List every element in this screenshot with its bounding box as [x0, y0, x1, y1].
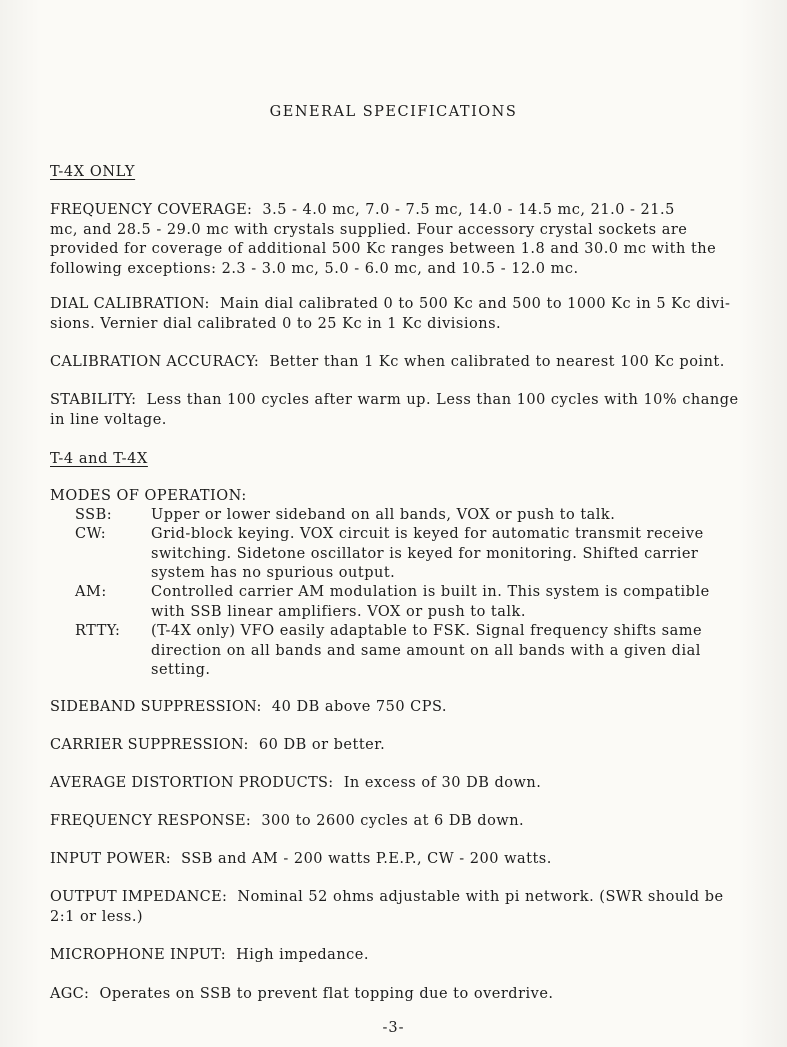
mode-text-line: (T-4X only) VFO easily adaptable to FSK. Signal frequency shifts same	[151, 623, 703, 639]
spec-text-line: following exceptions: 2.3 - 3.0 mc, 5.0 - 6.0 mc, and 10.5 - 12.0 mc.	[50, 260, 579, 277]
frequency-response-spec	[50, 812, 765, 832]
spec-text: Better than 1 Kc when calibrated to nearest 100 Kc point.	[269, 354, 725, 370]
mode-description	[151, 622, 751, 681]
page-title: GENERAL SPECIFICATIONS	[269, 104, 518, 120]
mode-text-line: with SSB linear amplifiers. VOX or push to talk.	[151, 603, 526, 620]
spec-text-line: mc, and 28.5 - 29.0 mc with crystals supplied. Four accessory crystal sockets are	[50, 221, 688, 238]
spec-label: MICROPHONE INPUT:	[50, 947, 226, 963]
spec-text-line: Main dial calibrated 0 to 500 Kc and 500 to 1000 Kc in 5 Kc divi-	[219, 296, 731, 312]
section-heading-t4x-only: T-4X ONLY	[50, 164, 136, 180]
spec-text: In excess of 30 DB down.	[343, 775, 542, 791]
spec-text: 60 DB or better.	[258, 737, 386, 753]
mode-text-line: Grid-block keying. VOX circuit is keyed for automatic transmit receive	[151, 526, 704, 542]
spec-text-line: sions. Vernier dial calibrated 0 to 25 Kc in 1 Kc divisions.	[50, 315, 502, 332]
spec-text: 300 to 2600 cycles at 6 DB down.	[261, 813, 525, 829]
agc-spec	[50, 985, 765, 1005]
mode-text-line: Upper or lower sideband on all bands, VOX or push to talk.	[151, 507, 616, 523]
calibration-accuracy-spec	[50, 353, 765, 373]
carrier-suppression-spec	[50, 736, 765, 756]
spec-label: CARRIER SUPPRESSION:	[50, 737, 249, 753]
mode-name: SSB:	[75, 507, 113, 523]
distortion-spec	[50, 774, 765, 794]
spec-label: DIAL CALIBRATION:	[50, 296, 210, 312]
spec-text-line: in line voltage.	[50, 411, 167, 428]
spec-label: FREQUENCY COVERAGE:	[50, 202, 253, 218]
mode-name: CW:	[75, 526, 107, 542]
section-heading-t4-and-t4x: T-4 and T-4X	[50, 451, 148, 467]
output-impedance-spec	[50, 888, 765, 927]
spec-text-line: 3.5 - 4.0 mc, 7.0 - 7.5 mc, 14.0 - 14.5 mc, 21.0 - 21.5	[262, 202, 675, 218]
mode-description	[151, 525, 751, 584]
spec-label: OUTPUT IMPEDANCE:	[50, 889, 228, 905]
spec-label: SIDEBAND SUPPRESSION:	[50, 699, 262, 715]
microphone-input-spec	[50, 946, 765, 966]
input-power-spec	[50, 850, 765, 870]
spec-text: High impedance.	[236, 947, 369, 963]
spec-text: Operates on SSB to prevent flat topping due to overdrive.	[99, 986, 554, 1002]
spec-label: STABILITY:	[50, 392, 137, 408]
spec-label: FREQUENCY RESPONSE:	[50, 813, 252, 829]
spec-text: SSB and AM - 200 watts P.E.P., CW - 200 watts.	[181, 851, 552, 867]
spec-text: 40 DB above 750 CPS.	[271, 699, 448, 715]
stability-spec	[50, 391, 765, 430]
mode-text-line: Controlled carrier AM modulation is built in. This system is compatible	[151, 584, 710, 600]
frequency-coverage-spec	[50, 201, 765, 279]
mode-name: AM:	[75, 584, 107, 600]
mode-text-line: system has no spurious output.	[151, 565, 396, 581]
dial-calibration-spec	[50, 295, 765, 334]
mode-text-line: direction on all bands and same amount on all bands with a given dial	[151, 642, 701, 659]
modes-of-operation-label: MODES OF OPERATION:	[50, 488, 247, 504]
spec-label: INPUT POWER:	[50, 851, 171, 867]
mode-text-line: setting.	[151, 662, 211, 678]
mode-name: RTTY:	[75, 623, 121, 639]
sideband-suppression-spec	[50, 698, 765, 718]
spec-label: CALIBRATION ACCURACY:	[50, 354, 260, 370]
spec-text-line: provided for coverage of additional 500 Kc ranges between 1.8 and 30.0 mc with the	[50, 241, 717, 257]
spec-text-line: 2:1 or less.)	[50, 908, 144, 925]
mode-description	[151, 506, 751, 526]
spec-text-line: Less than 100 cycles after warm up. Less than 100 cycles with 10% change	[146, 392, 739, 408]
mode-text-line: switching. Sidetone oscillator is keyed for monitoring. Shifted carrier	[151, 545, 699, 562]
page-number: -3-	[382, 1020, 405, 1036]
spec-label: AGC:	[50, 986, 90, 1002]
mode-description	[151, 583, 751, 622]
spec-label: AVERAGE DISTORTION PRODUCTS:	[50, 775, 334, 791]
spec-text-line: Nominal 52 ohms adjustable with pi network. (SWR should be	[237, 889, 724, 905]
